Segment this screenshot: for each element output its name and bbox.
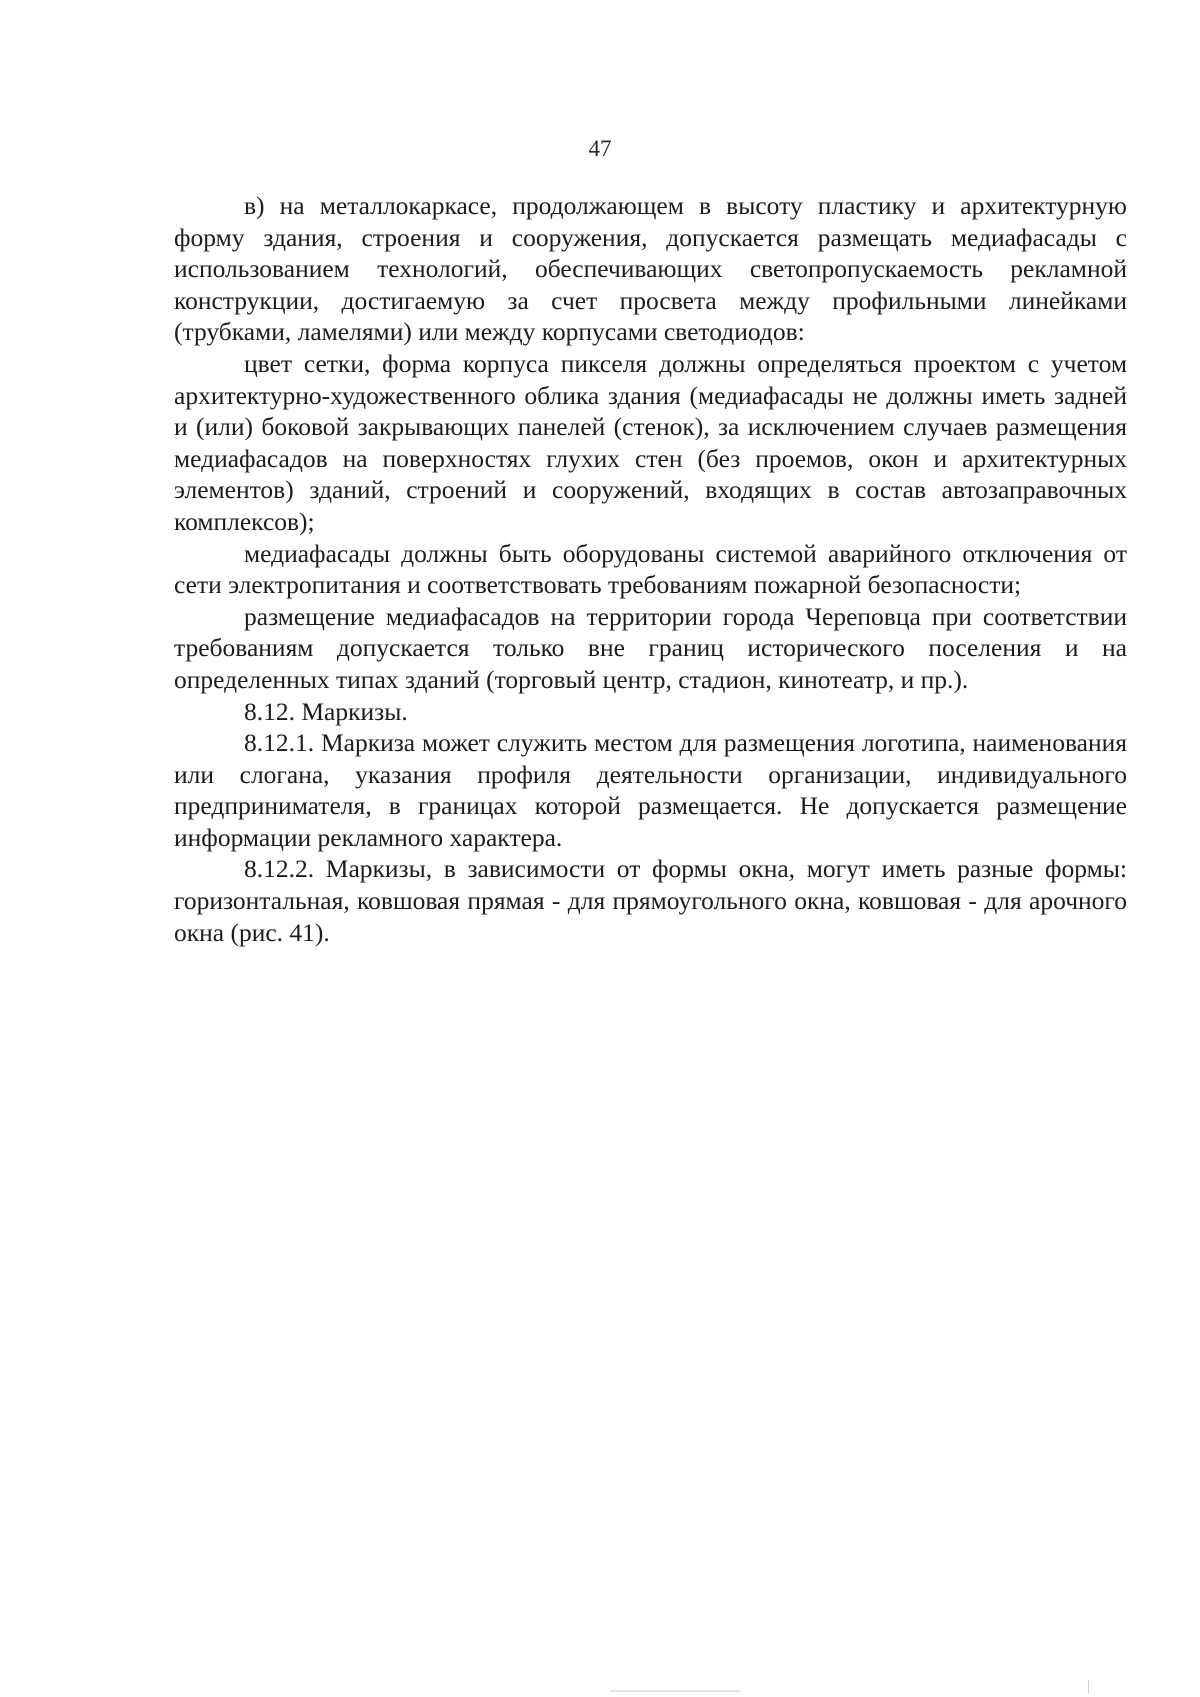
document-body [174, 190, 1127, 948]
paragraph-mediafacade-metal-frame: в) на металлокаркасе, продолжающем в высоту пластику и архитектурную форму здания, строения и сооружения, допускается размещать медиафасады с использованием технологий, обеспечивающих светопропускаемость рекламной конструкции, достигаемую за счет просвета между профильными линейками (трубками, ламелями) или между корпусами светодиодов: [174, 191, 1127, 347]
paragraph-mesh-color: цвет сетки, форма корпуса пикселя должны определяться проектом с учетом архитектурно-художественного облика здания (медиафасады не должны иметь задней и (или) боковой закрывающих панелей (стенок), за исключением случаев размещения медиафасадов на поверхностях глухих стен (без проемов, окон и архитектурных элементов) зданий, строений и сооружений, входящих в состав автозаправочных комплексов); [174, 348, 1127, 536]
scan-artifact-bottom [610, 1690, 740, 1692]
scan-artifact-right [1088, 1680, 1089, 1694]
paragraph-8-12-2: 8.12.2. Маркизы, в зависимости от формы окна, могут иметь разные формы: горизонтальная, ковшовая прямая - для прямоугольного окна, ковшовая - для арочного окна (рис. 41). [174, 854, 1127, 947]
paragraph-8-12-1: 8.12.1. Маркиза может служить местом для размещения логотипа, наименования или слогана, указания профиля деятельности организации, индивидуального предпринимателя, в границах которой размещается. Не допускается размещение информации рекламного характера. [174, 728, 1127, 852]
paragraph-placement-cherepovets: размещение медиафасадов на территории города Череповца при соответствии требованиям допускается только вне границ исторического поселения и на определенных типах зданий (торговый центр, стадион, кинотеатр, и пр.). [174, 601, 1127, 694]
paragraph-emergency-shutdown: медиафасады должны быть оборудованы системой аварийного отключения от сети электропитания и соответствовать требованиям пожарной безопасности; [174, 538, 1127, 600]
section-heading-markizy: 8.12. Маркизы. [244, 696, 408, 726]
page-number: 47 [588, 136, 612, 161]
